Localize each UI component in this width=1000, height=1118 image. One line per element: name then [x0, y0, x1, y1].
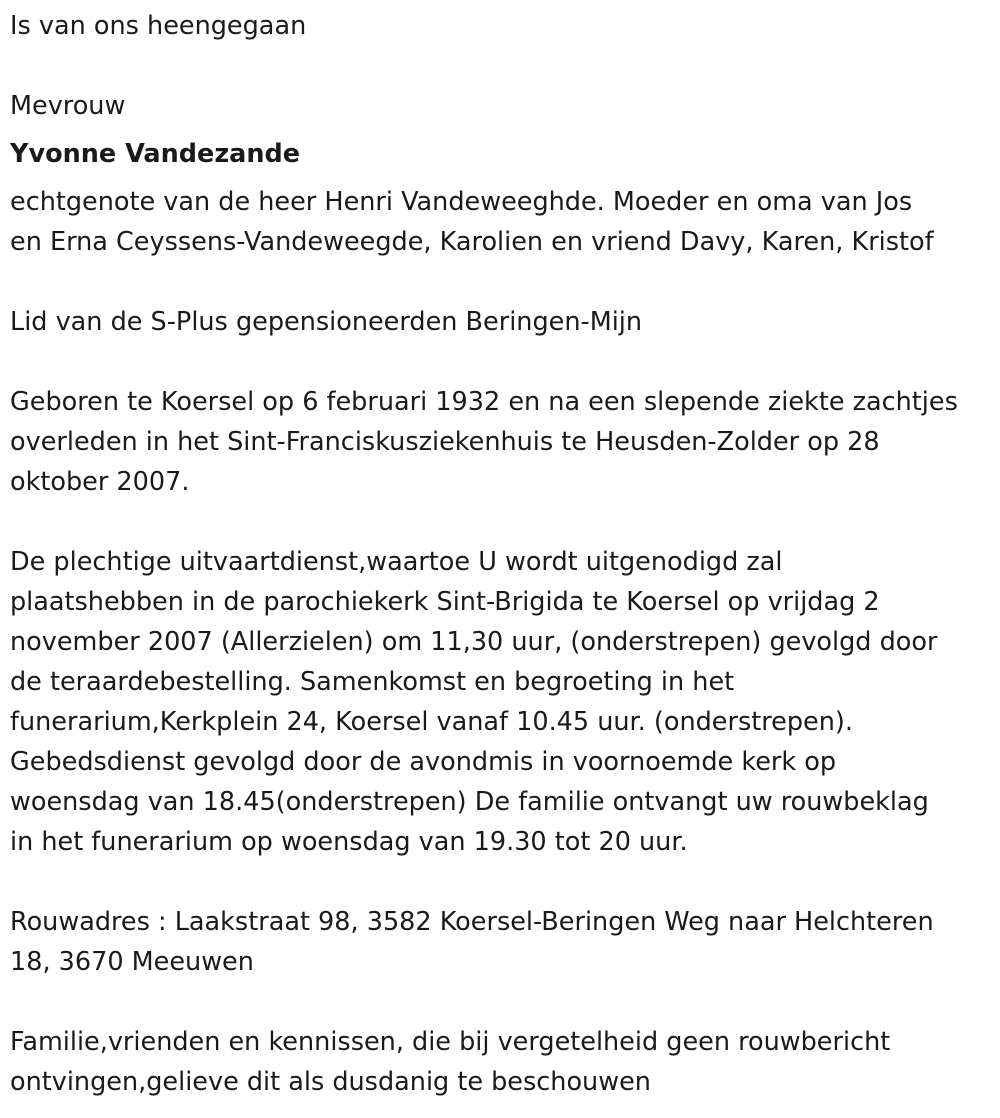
spacer	[10, 174, 995, 182]
spacer	[10, 502, 995, 542]
membership-paragraph: Lid van de S-Plus gepensioneerden Beringen-Mijn	[10, 307, 643, 337]
deceased-name: Yvonne Vandezande	[10, 139, 301, 169]
spacer	[10, 126, 995, 134]
salutation: Mevrouw	[10, 91, 126, 121]
closing-paragraph: Familie,vrienden en kennissen, die bij vergetelheid geen rouwbericht ontvingen,gelieve dit als dusdanig te beschouwen	[10, 1027, 891, 1097]
spacer	[10, 342, 995, 382]
obituary-notice	[10, 6, 995, 1102]
intro-text: Is van ons heengegaan	[10, 11, 307, 41]
spacer	[10, 862, 995, 902]
spacer	[10, 46, 995, 86]
birth-death-paragraph: Geboren te Koersel op 6 februari 1932 en na een slepende ziekte zachtjes overleden in het Sint-Franciskusziekenhuis te Heusden-Zolder op 28 oktober 2007.	[10, 387, 958, 497]
family-paragraph: echtgenote van de heer Henri Vandeweeghde. Moeder en oma van Jos en Erna Ceyssens-Vandeweegde, Karolien en vriend Davy, Karen, Kristof	[10, 187, 934, 257]
spacer	[10, 262, 995, 302]
spacer	[10, 982, 995, 1022]
service-paragraph: De plechtige uitvaartdienst,waartoe U wordt uitgenodigd zal plaatshebben in de parochiekerk Sint-Brigida te Koersel op vrijdag 2 november 2007 (Allerzielen) om 11,30 uur, (onderstrepen) gevolgd door de teraardebestelling. Samenkomst en begroeting in het funerarium,Kerkplein 24, Koersel vanaf 10.45 uur. (onderstrepen). Gebedsdienst gevolgd door de avondmis in voornoemde kerk op woensdag van 18.45(onderstrepen) De familie ontvangt uw rouwbeklag in het funerarium op woensdag van 19.30 tot 20 uur.	[10, 547, 938, 857]
address-paragraph: Rouwadres : Laakstraat 98, 3582 Koersel-Beringen Weg naar Helchteren 18, 3670 Meeuwen	[10, 907, 934, 977]
